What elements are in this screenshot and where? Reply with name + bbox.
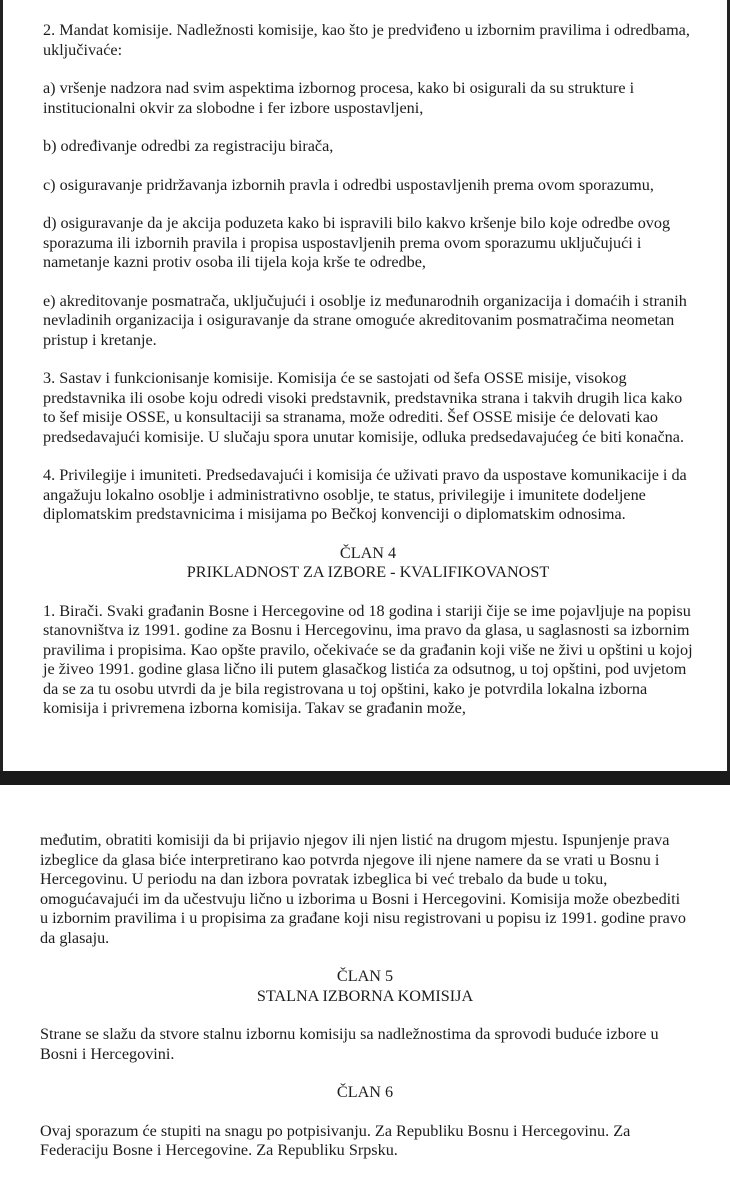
article-4-heading	[43, 544, 693, 583]
paragraph-item-b: b) određivanje odredbi za registraciju birača,	[43, 137, 334, 155]
paragraph-voters: 1. Birači. Svaki građanin Bosne i Hercegovine od 18 godina i stariji čije se ime pojavljuje na popisu stanovništva iz 1991. godine za Bosnu i Hercegovinu, ima pravo da glasa, u saglasnosti sa izbornim pravilima i propisima. Kao opšte pravilo, očekivaće se da građanin koji više ne živi u opštini u kojoj je živeo 1991. godine glasa lično ili putem glasačkog listića za odsutnog, u toj opštini, pod uvjetom da se za tu osobu utvrdi da je bila registrovana u toj opštini, kako je potvrdila lokalna izborna komisija i privremena izborna komisija. Takav se građanin može,	[43, 601, 693, 717]
paragraph-mandate: 2. Mandat komisije. Nadležnosti komisije, kao što je predviđeno u izbornim pravilima i odredbama, uključivaće:	[43, 21, 690, 59]
paragraph-item-a: a) vršenje nadzora nad svim aspektima izbornog procesa, kako bi osigurali da su strukture i institucionalni okvir za slobodne i fer izbore uspostavljeni,	[43, 79, 635, 117]
paragraph-privileges: 4. Privilegije i imuniteti. Predsedavajući i komisija će uživati pravo da uspostave komunikacije i da angažuju lokalno osoblje i administrativno osoblje, te status, privilegije i imunitete dodeljene diplomatskim predstavnicima i misijama po Bečkoj konvenciji o diplomatskim odnosima.	[43, 466, 687, 523]
paragraph-item-e: e) akreditovanje posmatrača, uključujući i osoblje iz međunarodnih organizacija i domaćih i stranih nevladinih organizacija i osiguravanje da strane omoguće akreditovanim posmatračima neometan pristup i kretanje.	[43, 291, 687, 349]
paragraph-election-commission: Strane se slažu da stvore stalnu izbornu komisiju sa nadležnostima da sprovodi buduće izbore u Bosni i Hercegovini.	[40, 1025, 659, 1063]
page-break-divider	[0, 771, 730, 785]
paragraph-item-d: d) osiguravanje da je akcija poduzeta kako bi ispravili bilo kakvo kršenje bilo koje odredbe ovog sporazuma ili izbornih pravila i propisa uspostavljenih prema ovom sporazumu uključujući i nametanje kazni protiv osoba ili tijela koja krše te odredbe,	[43, 214, 671, 271]
article-6-number: ČLAN 6	[336, 1083, 394, 1101]
paragraph-voters-continuation: međutim, obratiti komisiji da bi prijavio njegov ili njen listić na drugom mjestu. Ispunjenje prava izbeglice da glasa biće interpretirano kao potvrda njegove ili njene namere da se vrati u Bosnu i Hercegovinu. U periodu na dan izbora povratak izbeglica bi već trebalo da bude u toku, omogućavajući im da učestvuju lično u izborima u Bosni i Hercegovini. Komisija može obezbediti u izbornim pravilima i u propisima za građane koji nisu registrovani u popisu iz 1991. godine pravo da glasaju.	[40, 831, 687, 947]
page-1-content	[43, 21, 693, 738]
paragraph-item-c: c) osiguravanje pridržavanja izbornih pravla i odredbi uspostavljenih prema ovom sporazumu,	[43, 175, 654, 194]
page-2-content	[40, 831, 690, 1180]
paragraph-composition: 3. Sastav i funkcionisanje komisije. Komisija će se sastojati od šefa OSSE misije, visokog predstavnika ili osobe koju odredi visoki predstavnik, predstavnika strana i takvih drugih lica kako to šef misije OSSE, u konsultaciji sa stranama, može odrediti. Šef OSSE misije će delovati kao predsedavajući komisije. U slučaju spora unutar komisije, odluka predsedavajućeg će biti konačna.	[43, 369, 685, 446]
article-5-title: STALNA IZBORNA KOMISIJA	[256, 986, 474, 1005]
article-6-heading	[40, 1083, 690, 1103]
article-5-heading	[40, 967, 690, 1006]
article-4-title: PRIKLADNOST ZA IZBORE - KVALIFIKOVANOST	[186, 563, 550, 581]
document-page-2	[0, 785, 730, 1163]
article-5-number: ČLAN 5	[336, 967, 394, 985]
article-4-number: ČLAN 4	[339, 543, 397, 562]
paragraph-entry-into-force: Ovaj sporazum će stupiti na snagu po potpisivanju. Za Republiku Bosnu i Hercegovinu. Za Federaciju Bosne i Hercegovine. Za Republiku Srpsku.	[40, 1121, 631, 1159]
